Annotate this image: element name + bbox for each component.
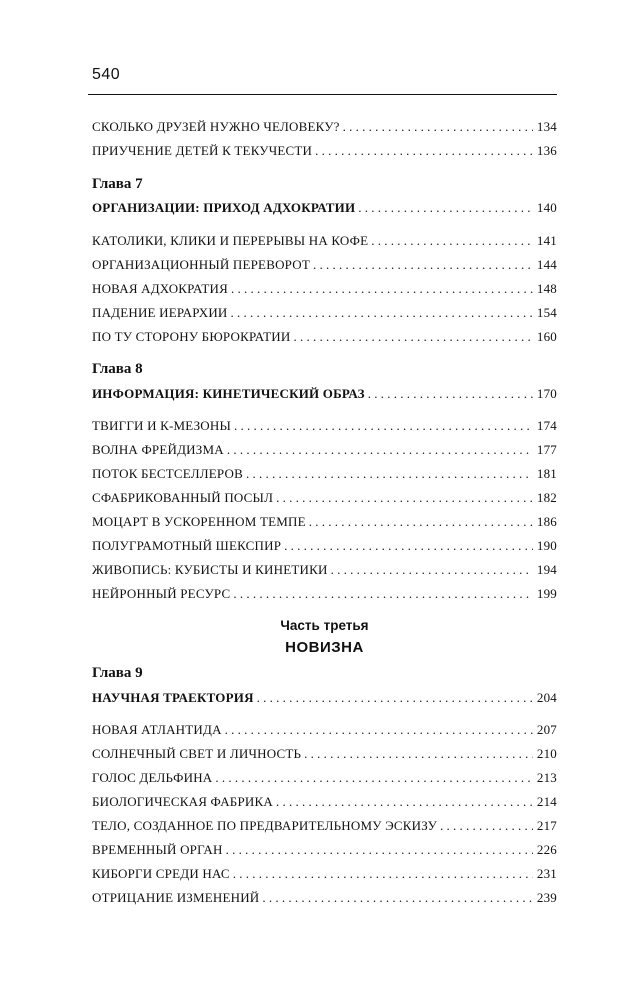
leader-dots [284, 537, 533, 555]
chapter-label: Глава 8 [92, 361, 143, 377]
toc-entry-page: 210 [536, 746, 557, 761]
toc-entry[interactable] [92, 817, 557, 835]
toc-entry-title: ТВИГГИ И К-МЕЗОНЫ [92, 418, 231, 433]
leader-dots [234, 417, 533, 435]
leader-dots [371, 232, 533, 250]
toc-entry-title: НЕЙРОННЫЙ РЕСУРС [92, 586, 231, 601]
leader-dots [233, 865, 533, 883]
toc-entry-title: ОТРИЦАНИЕ ИЗМЕНЕНИЙ [92, 890, 260, 905]
part-title: НОВИЗНА [285, 639, 364, 656]
toc-entry[interactable] [92, 328, 557, 346]
toc-entry[interactable] [92, 745, 557, 763]
leader-dots [276, 793, 533, 811]
toc-entry-page: 134 [536, 119, 557, 134]
chapter-heading-page: 140 [536, 200, 557, 215]
toc-entry-title: ПОТОК БЕСТСЕЛЛЕРОВ [92, 466, 243, 481]
leader-dots [215, 769, 533, 787]
toc-entry-page: 141 [536, 233, 557, 248]
toc-entry-title: НОВАЯ АТЛАНТИДА [92, 722, 222, 737]
toc-entry[interactable] [92, 769, 557, 787]
toc-entry-page: 214 [536, 794, 557, 809]
toc-entry-page: 136 [536, 143, 557, 158]
toc-entry[interactable] [92, 585, 557, 603]
toc-entry-page: 154 [536, 305, 557, 320]
chapter-heading[interactable] [92, 199, 557, 217]
toc-entry-title: ОРГАНИЗАЦИОННЫЙ ПЕРЕВОРОТ [92, 257, 310, 272]
toc-entry[interactable] [92, 537, 557, 555]
toc-entry[interactable] [92, 721, 557, 739]
leader-dots [257, 689, 533, 707]
toc-entry-page: 226 [536, 842, 557, 857]
toc-entry-page: 182 [536, 490, 557, 505]
leader-dots [227, 441, 533, 459]
chapter-heading-title: ОРГАНИЗАЦИИ: ПРИХОД АДХОКРАТИИ [92, 200, 356, 215]
chapter-heading-title: НАУЧНАЯ ТРАЕКТОРИЯ [92, 690, 254, 705]
toc-entry[interactable] [92, 465, 557, 483]
toc-entry[interactable] [92, 489, 557, 507]
toc-entry-title: НОВАЯ АДХОКРАТИЯ [92, 281, 228, 296]
toc-entry-title: КИБОРГИ СРЕДИ НАС [92, 866, 230, 881]
leader-dots [231, 304, 533, 322]
chapter-heading-page: 170 [536, 386, 557, 401]
toc-entry-title: ВРЕМЕННЫЙ ОРГАН [92, 842, 223, 857]
toc-entry-title: БИОЛОГИЧЕСКАЯ ФАБРИКА [92, 794, 273, 809]
toc-entry[interactable] [92, 256, 557, 274]
leader-dots [246, 465, 533, 483]
leader-dots [309, 513, 533, 531]
toc-entry-page: 160 [536, 329, 557, 344]
leader-dots [231, 280, 533, 298]
toc-entry-page: 148 [536, 281, 557, 296]
toc-entry-page: 177 [536, 442, 557, 457]
chapter-heading-title: ИНФОРМАЦИЯ: КИНЕТИЧЕСКИЙ ОБРАЗ [92, 386, 365, 401]
toc-entry-title: МОЦАРТ В УСКОРЕННОМ ТЕМПЕ [92, 514, 306, 529]
toc-entry[interactable] [92, 417, 557, 435]
leader-dots [276, 489, 533, 507]
toc-entry-page: 174 [536, 418, 557, 433]
toc-entry-title: ГОЛОС ДЕЛЬФИНА [92, 770, 213, 785]
toc-entry[interactable] [92, 561, 557, 579]
header-rule [88, 94, 557, 95]
toc-entry-title: ТЕЛО, СОЗДАННОЕ ПО ПРЕДВАРИТЕЛЬНОМУ ЭСКИЗУ [92, 818, 438, 833]
toc-entry[interactable] [92, 142, 557, 160]
toc-entry-page: 239 [536, 890, 557, 905]
toc-entry-title: СКОЛЬКО ДРУЗЕЙ НУЖНО ЧЕЛОВЕКУ? [92, 119, 340, 134]
leader-dots [225, 721, 533, 739]
leader-dots [440, 817, 533, 835]
toc-entry[interactable] [92, 441, 557, 459]
toc-entry-page: 213 [536, 770, 557, 785]
toc-entry-page: 181 [536, 466, 557, 481]
toc-entry-page: 190 [536, 538, 557, 553]
toc-entry-page: 199 [536, 586, 557, 601]
toc-entry[interactable] [92, 232, 557, 250]
leader-dots [293, 328, 532, 346]
leader-dots [262, 889, 533, 907]
leader-dots [315, 142, 533, 160]
toc-entry-title: ЖИВОПИСЬ: КУБИСТЫ И КИНЕТИКИ [92, 562, 328, 577]
toc-entry[interactable] [92, 280, 557, 298]
leader-dots [358, 199, 533, 217]
toc-entry[interactable] [92, 793, 557, 811]
toc-entry-page: 144 [536, 257, 557, 272]
chapter-heading-page: 204 [536, 690, 557, 705]
chapter-heading[interactable] [92, 385, 557, 403]
leader-dots [233, 585, 533, 603]
chapter-label: Глава 9 [92, 665, 143, 681]
leader-dots [368, 385, 533, 403]
toc-entry-title: ПО ТУ СТОРОНУ БЮРОКРАТИИ [92, 329, 291, 344]
chapter-label: Глава 7 [92, 176, 143, 192]
toc-entry[interactable] [92, 118, 557, 136]
toc-entry[interactable] [92, 304, 557, 322]
toc-entry-title: СОЛНЕЧНЫЙ СВЕТ И ЛИЧНОСТЬ [92, 746, 302, 761]
toc-entry[interactable] [92, 513, 557, 531]
toc-entry-title: ПАДЕНИЕ ИЕРАРХИИ [92, 305, 228, 320]
toc-entry-title: ВОЛНА ФРЕЙДИЗМА [92, 442, 224, 457]
toc-entry-title: КАТОЛИКИ, КЛИКИ И ПЕРЕРЫВЫ НА КОФЕ [92, 233, 369, 248]
leader-dots [343, 118, 533, 136]
toc-entry-page: 231 [536, 866, 557, 881]
toc-entry-title: ПОЛУГРАМОТНЫЙ ШЕКСПИР [92, 538, 282, 553]
toc-entry-page: 207 [536, 722, 557, 737]
toc-entry-title: ПРИУЧЕНИЕ ДЕТЕЙ К ТЕКУЧЕСТИ [92, 143, 313, 158]
toc-entry[interactable] [92, 841, 557, 859]
leader-dots [226, 841, 533, 859]
toc-entry-page: 217 [536, 818, 557, 833]
page-number: 540 [92, 66, 121, 83]
leader-dots [331, 561, 533, 579]
leader-dots [304, 745, 533, 763]
toc-entry-page: 186 [536, 514, 557, 529]
toc-entry[interactable] [92, 865, 557, 883]
toc-entry-page: 194 [536, 562, 557, 577]
toc-entry-title: СФАБРИКОВАННЫЙ ПОСЫЛ [92, 490, 274, 505]
toc-entry[interactable] [92, 889, 557, 907]
leader-dots [313, 256, 533, 274]
chapter-heading[interactable] [92, 689, 557, 707]
part-label: Часть третья [280, 618, 369, 633]
